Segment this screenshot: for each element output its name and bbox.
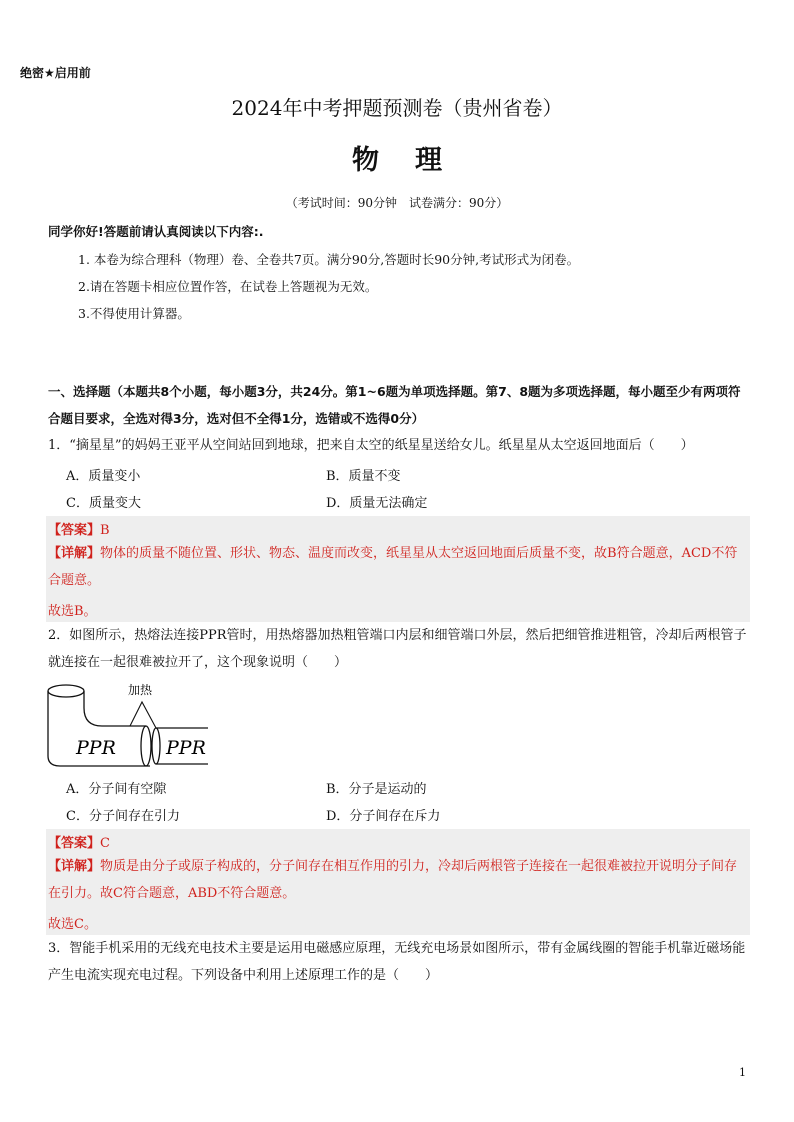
question-1-option-b: B．质量不变 [326, 469, 401, 484]
exam-time-info: （考试时间：90分钟 试卷满分：90分） [285, 196, 509, 210]
pipe-label-right: PPR [166, 737, 206, 759]
instruction-note-1: 1. 本卷为综合理科（物理）卷、全卷共7页。满分90分,答题时长90分钟,考试形式为闭卷。 [78, 252, 580, 267]
page-number: 1 [739, 1066, 746, 1079]
detail-text: 物体的质量不随位置、形状、物态、温度而改变，纸星星从太空返回地面后质量不变，故B符合题意，ACD不符合题意。 [48, 546, 738, 588]
instruction-note-2: 2.请在答题卡相应位置作答，在试卷上答题视为无效。 [78, 279, 378, 294]
heat-label: 加热 [128, 683, 153, 697]
ppr-pipe-figure [44, 680, 214, 772]
instruction-note-3: 3.不得使用计算器。 [78, 306, 190, 321]
question-1-option-d: D．质量无法确定 [326, 496, 428, 511]
answer-value: B [100, 523, 110, 538]
question-2-option-b: B．分子是运动的 [326, 782, 427, 797]
question-2-option-a: A．分子间有空隙 [66, 782, 167, 797]
question-2-option-c: C．分子间存在引力 [66, 809, 180, 824]
detail-label: 【详解】 [48, 546, 101, 561]
question-2-stem: 2．如图所示，热熔法连接PPR管时，用热熔器加热粗管端口内层和细管端口外层，然后把细管推进粗管，冷却后两根管子就连接在一起很难被拉开了，这个现象说明（ ） [48, 628, 747, 670]
answer-label: 【答案】 [48, 836, 101, 851]
question-1-stem: 1．“摘星星”的妈妈王亚平从空间站回到地球，把来自太空的纸星星送给女儿。纸星星从太空返回地面后（ ） [48, 438, 694, 453]
question-1-answer [48, 519, 110, 538]
exam-title: 2024年中考押题预测卷（贵州省卷） [231, 96, 563, 120]
question-2-answer [48, 832, 110, 851]
pipe-label-left: PPR [76, 737, 116, 759]
question-1-conclusion: 故选B。 [48, 604, 97, 619]
section-heading: 一、选择题（本题共8个小题，每小题3分，共24分。第1~6题为单项选择题。第7、8题为多项选择题，每小题至少有两项符合题目要求，全选对得3分，选对但不全得1分，选错或不选得0分） [48, 384, 741, 426]
answer-label: 【答案】 [48, 523, 101, 538]
question-1-detail [48, 540, 748, 594]
answer-value: C [100, 836, 110, 851]
instructions-greeting: 同学你好!答题前请认真阅读以下内容:. [48, 224, 264, 239]
question-2-option-d: D．分子间存在斥力 [326, 809, 441, 824]
confidential-mark: 绝密★启用前 [20, 66, 91, 80]
question-1-option-c: C．质量变大 [66, 496, 141, 511]
question-1-option-a: A．质量变小 [66, 469, 141, 484]
question-3-stem: 3．智能手机采用的无线充电技术主要是运用电磁感应原理，无线充电场景如图所示，带有金属线圈的智能手机靠近磁场能产生电流实现充电过程。下列设备中利用上述原理工作的是（ ） [48, 941, 746, 983]
detail-label: 【详解】 [48, 859, 101, 874]
question-2-conclusion: 故选C。 [48, 917, 97, 932]
subject-title: 物理 [352, 145, 478, 176]
detail-text: 物质是由分子或原子构成的，分子间存在相互作用的引力，冷却后两根管子连接在一起很难被拉开说明分子间存在引力。故C符合题意，ABD不符合题意。 [48, 859, 738, 901]
question-2-detail [48, 853, 748, 907]
